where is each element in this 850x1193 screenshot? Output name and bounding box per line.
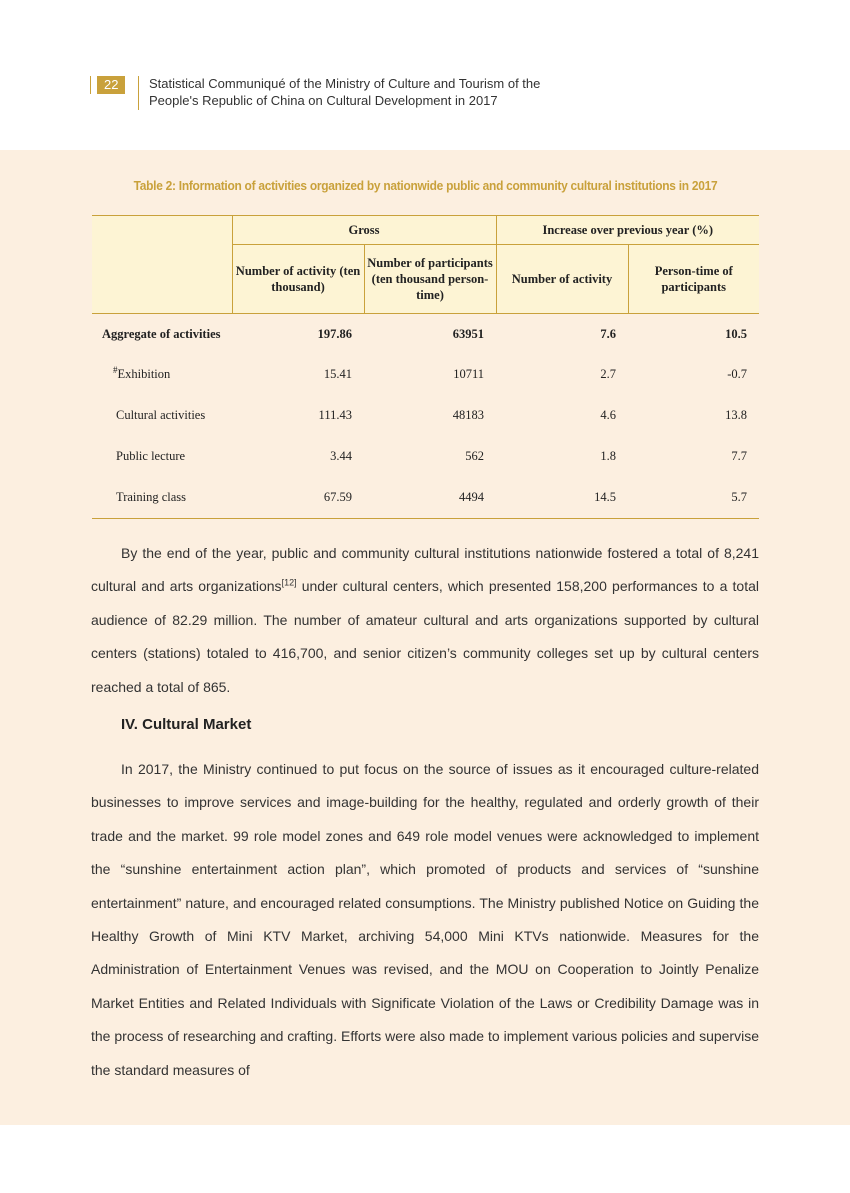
cell: 4494 bbox=[364, 477, 496, 519]
paragraph-cultural-market bbox=[91, 753, 759, 1087]
table-caption: Table 2: Information of activities organized by nationwide public and community cultural institutions in 2017 bbox=[133, 178, 718, 193]
row-label: Public lecture bbox=[116, 449, 186, 463]
cell: 15.41 bbox=[323, 367, 352, 381]
cell: 4.6 bbox=[600, 408, 616, 422]
page-number: 22 bbox=[97, 76, 125, 94]
paragraph-text: under cultural centers, which presented 158,200 performances to a total audience of 82.29 million. The number of amateur cultural and arts organizations supported by cultural centers (stations) totaled to 416,700, and senior citizen’s community colleges set up by cultural centers reached a total of 865. bbox=[91, 578, 759, 695]
cell: 111.43 bbox=[318, 408, 352, 422]
col-header-activity-increase: Number of activity bbox=[496, 245, 628, 314]
col-header-participants: Number of participants (ten thousand person-time) bbox=[364, 245, 496, 314]
group-header-increase: Increase over previous year (%) bbox=[496, 216, 759, 245]
header-title-line1: Statistical Communiqué of the Ministry of Culture and Tourism of the bbox=[149, 76, 541, 91]
table-row bbox=[92, 354, 759, 395]
paragraph-text: In 2017, the Ministry continued to put focus on the source of issues as it encouraged culture-related businesses to improve services and image-building for the healthy, regulated and orderly growth of their trade and the market. 99 role model zones and 649 role model venues were acknowledged to implement the “sunshine entertainment action plan”, which promoted of products and services of “sunshine entertainment” nature, and encouraged related consumptions. The Ministry published Notice on Guiding the Healthy Growth of Mini KTV Market, archiving 54,000 Mini KTVs nationwide. Measures for the Administration of Entertainment Venues was revised, and the MOU on Cooperation to Jointly Penalize Market Entities and Related Individuals with Significate Violation of the Laws or Credibility Damage was in the process of researching and crafting. Efforts were also made to implement various policies and supervise the standard measures of bbox=[91, 761, 759, 1078]
row-label bbox=[92, 354, 232, 395]
table-row bbox=[92, 477, 759, 519]
header-title bbox=[149, 75, 540, 109]
page-number-box bbox=[90, 76, 131, 94]
col-header-activity: Number of activity (ten thousand) bbox=[232, 245, 364, 314]
cell: 197.86 bbox=[317, 326, 352, 341]
paragraph-organizations bbox=[91, 537, 759, 704]
paragraph-text: By the end of the year, public and community cultural institutions nationwide fostered a total of 8,241 cultural and arts organizations bbox=[91, 545, 759, 595]
group-header-gross: Gross bbox=[232, 216, 496, 245]
cell: 13.8 bbox=[725, 408, 747, 422]
row-label: Cultural activities bbox=[116, 408, 206, 422]
table-row bbox=[92, 314, 759, 355]
page-header bbox=[0, 0, 850, 150]
cell: -0.7 bbox=[727, 367, 747, 381]
cell: 2.7 bbox=[600, 367, 616, 381]
col-header-participants-increase: Person-time of participants bbox=[628, 245, 759, 314]
header-divider bbox=[138, 76, 139, 110]
note-marker: # bbox=[113, 364, 118, 375]
cell: 7.7 bbox=[731, 449, 747, 463]
row-label: Aggregate of activities bbox=[102, 327, 221, 341]
cell: 10.5 bbox=[725, 326, 747, 341]
page-content bbox=[0, 150, 850, 1125]
table-row bbox=[92, 395, 759, 436]
cell: 1.8 bbox=[600, 449, 616, 463]
cell: 14.5 bbox=[496, 477, 628, 519]
cell: 7.6 bbox=[600, 326, 616, 341]
cell: 63951 bbox=[452, 326, 484, 341]
row-label-text: Exhibition bbox=[117, 367, 171, 381]
row-header-corner bbox=[92, 216, 232, 314]
header-title-line2: People's Republic of China on Cultural Development in 2017 bbox=[149, 93, 498, 108]
cell: 48183 bbox=[452, 408, 484, 422]
cell: 67.59 bbox=[232, 477, 364, 519]
cell: 3.44 bbox=[330, 449, 352, 463]
cell: 562 bbox=[465, 449, 484, 463]
activities-table bbox=[92, 215, 759, 519]
section-heading: IV. Cultural Market bbox=[121, 716, 252, 733]
table-row bbox=[92, 436, 759, 477]
footnote-reference: [12] bbox=[281, 577, 297, 588]
cell: 5.7 bbox=[628, 477, 759, 519]
row-label: Training class bbox=[92, 477, 232, 519]
cell: 10711 bbox=[453, 367, 484, 381]
